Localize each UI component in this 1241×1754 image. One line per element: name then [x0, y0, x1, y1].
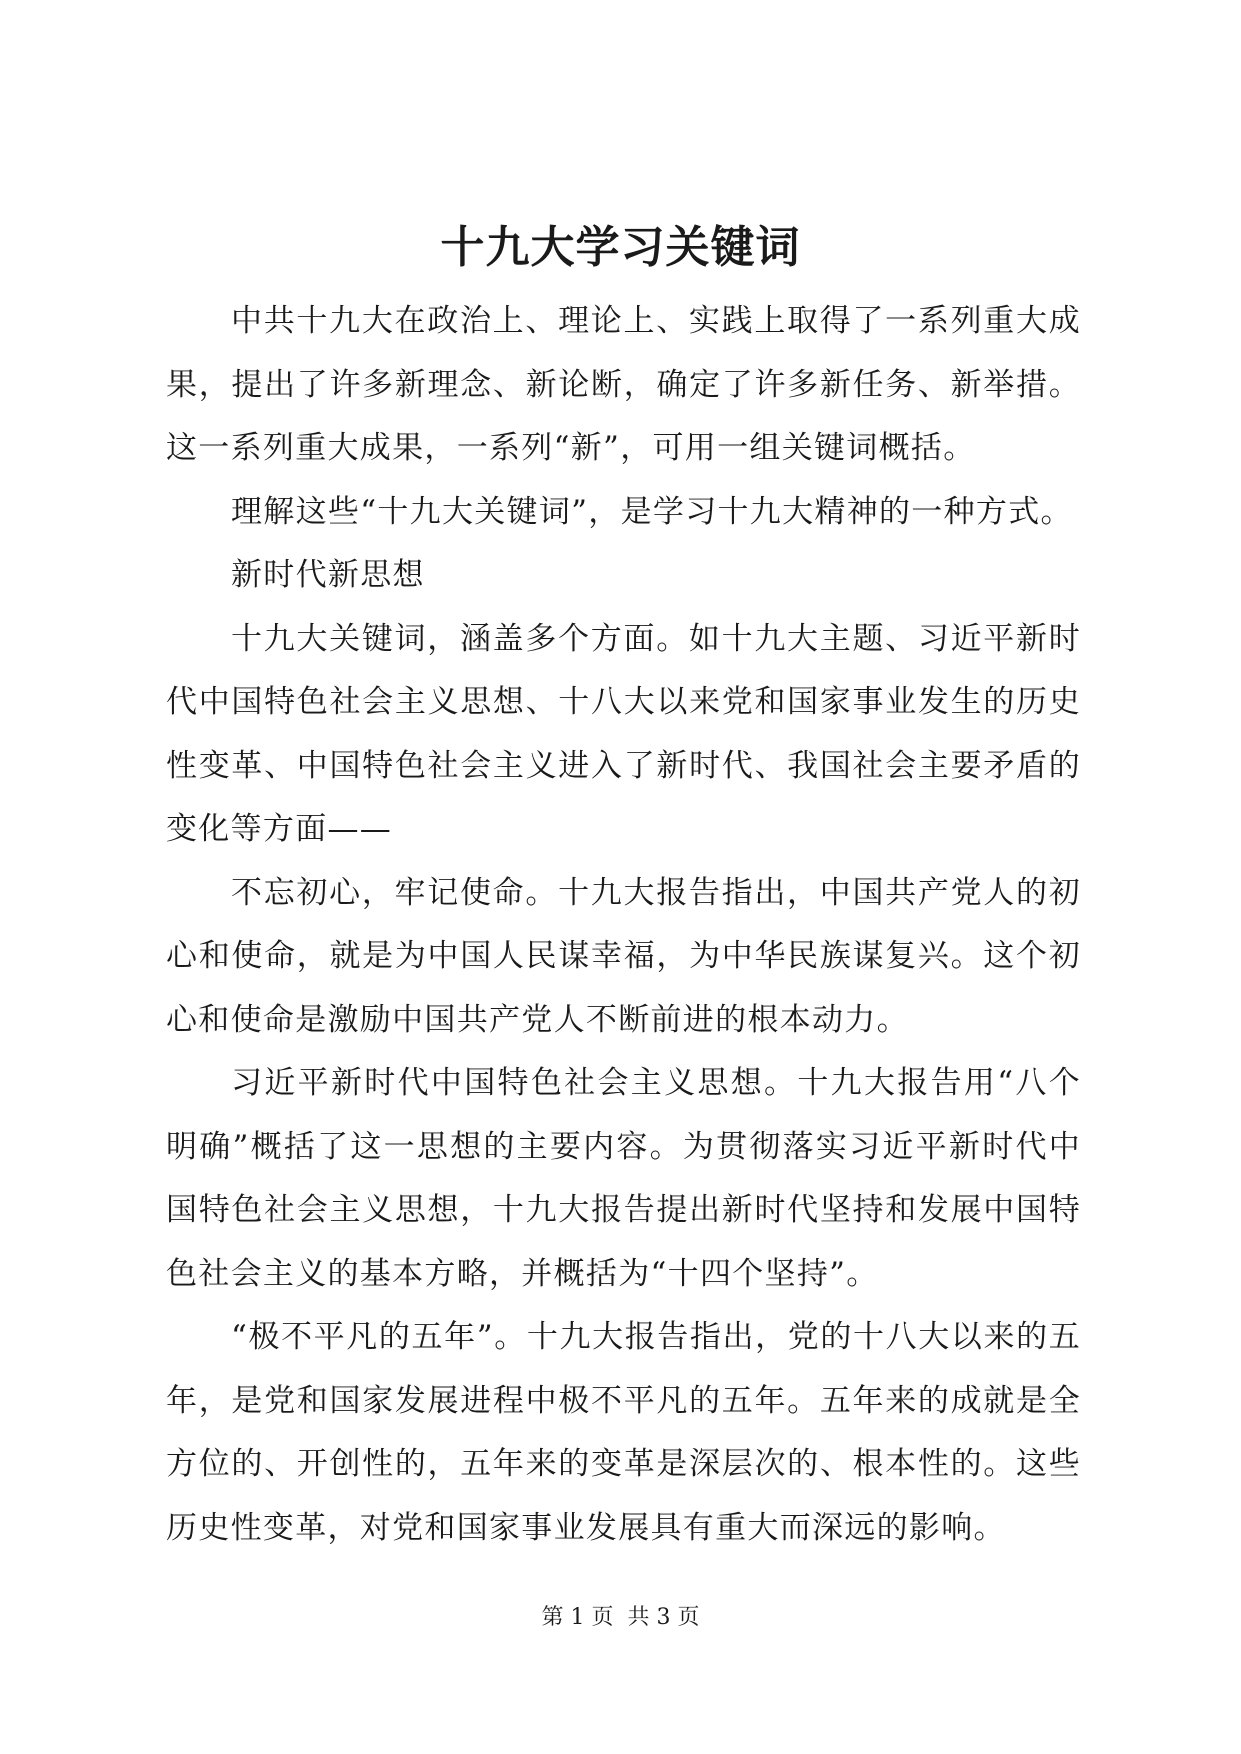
section-heading: 新时代新思想 [231, 557, 425, 593]
page-footer [0, 1603, 1241, 1633]
paragraph: 中共十九大在政治上、理论上、实践上取得了一系列重大成果，提出了许多新理念、新论断，确定了许多新任务、新举措。这一系列重大成果，一系列“新”，可用一组关键词概括。 [166, 303, 1081, 466]
paragraph: “极不平凡的五年”。十九大报告指出，党的十八大以来的五年，是党和国家发展进程中极不平凡的五年。五年来的成就是全方位的、开创性的，五年来的变革是深层次的、根本性的。这些历史性变革，对党和国家事业发展具有重大而深远的影响。 [166, 1319, 1081, 1546]
page-number: 第 1 页 共 3 页 [541, 1605, 700, 1630]
document-body [166, 290, 1081, 1560]
document-title: 十九大学习关键词 [440, 222, 801, 273]
paragraph: 理解这些“十九大关键词”，是学习十九大精神的一种方式。 [231, 493, 1073, 530]
paragraph: 习近平新时代中国特色社会主义思想。十九大报告用“八个明确”概括了这一思想的主要内容。为贯彻落实习近平新时代中国特色社会主义思想，十九大报告提出新时代坚持和发展中国特色社会主义的基本方略，并概括为“十四个坚持”。 [166, 1065, 1081, 1292]
paragraph: 不忘初心，牢记使命。十九大报告指出，中国共产党人的初心和使命，就是为中国人民谋幸福，为中华民族谋复兴。这个初心和使命是激励中国共产党人不断前进的根本动力。 [166, 874, 1081, 1038]
paragraph: 十九大关键词，涵盖多个方面。如十九大主题、习近平新时代中国特色社会主义思想、十八大以来党和国家事业发生的历史性变革、中国特色社会主义进入了新时代、我国社会主要矛盾的变化等方面—— [166, 620, 1081, 847]
